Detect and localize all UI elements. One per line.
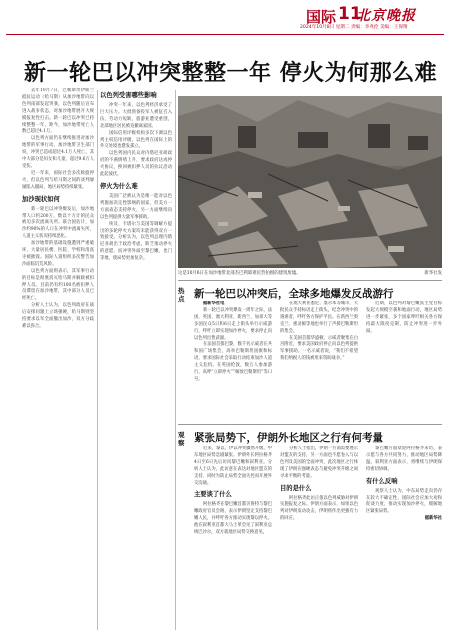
header-rule <box>6 34 444 35</box>
paragraph <box>366 516 442 523</box>
subheading: 目的是什么 <box>280 484 312 492</box>
paragraph: 以色列方面则表示，其军事行动的目标是彻底消灭哈马斯并解救被扣押人员。目前仍有约100名被扣押人员滞留在加沙地带，其中部分人员已经死亡。 <box>22 268 94 302</box>
news-photo-rubble <box>178 96 442 268</box>
subheading: 有什么反响 <box>366 477 398 485</box>
issue-meta: 2024年10月8日 星期二 责编：李兆伦 美编：王保翔 <box>300 25 408 30</box>
photo-caption <box>178 270 442 276</box>
paragraph: 去年10月7日，巴勒斯坦伊斯兰抵抗运动（哈马斯）从加沙地带向以色列南部发起突袭，以色列随后宣布进入战争状态，对加沙地带展开大规模报复性打击。新一轮巴以冲突已持续整整一年，距今，加沙地带死亡人数已超过4.1万。 <box>22 88 94 135</box>
article-headline: 紧张局势下，伊朗外长地区之行有何考量 <box>194 432 383 444</box>
column-tag: 观察 <box>178 431 185 447</box>
paragraph: 新一轮巴以冲突爆发一周年之际，法国、英国、澳大利亚、新西兰、加拿大等多国民众5日和6日走上街头举行示威游行，呼吁立即实现加沙停火，要求停止向以色列出售武器。 <box>194 307 272 341</box>
column-divider <box>97 90 98 630</box>
subheading: 主要谈了什么 <box>194 491 232 499</box>
article2-column-3 <box>366 301 442 421</box>
subheading: 停火为什么难 <box>100 182 138 190</box>
caption-text: 这是10月6日在加沙地带北部杰巴利耶难民营拍摄的建筑废墟。 <box>178 271 301 276</box>
paragraph: 加沙地带的基础设施遭到严重破坏，大量居民楼、医院、学校和清真寺被摧毁。国际人道组织多次警告加沙面临饥荒风险。 <box>22 241 94 267</box>
article2-column-1 <box>194 301 272 421</box>
paragraph: 在法国首都巴黎，数千名示威者在共和国广场集会，高举巴勒斯坦国旗和标语，要求国际社会采取行动结束加沙人道主义危机。在英国伦敦，数万人参加游行，高呼“立即停火”“解放巴勒斯坦”等口号。 <box>194 342 272 382</box>
article3-column-3 <box>366 446 442 634</box>
photo-credit: 新华社发 <box>424 271 442 276</box>
paragraph: 在美国首都华盛顿，示威者聚集在白宫附近，要求美国政府停止向以色列提供军事援助。一名示威者说，“我们不希望我们纳税人的钱被用来资助战争。” <box>280 335 358 362</box>
paragraph: 阿拉格齐此访正值以色列威胁对伊朗实施报复之际。伊朗方面表示，如果以色列对伊朗发动攻击，伊朗将作出更强有力的回应。 <box>280 495 358 522</box>
article-credit: 据新华社 <box>424 516 442 522</box>
rubble-image <box>178 96 442 268</box>
paragraph: 新一轮巴以冲突爆发后，加沙地带人口约200万，数以十万计的民众被迫多次流离失所。联合国估计，加沙约90%的人口在冲突中流离失所，人道主义状况持续恶化。 <box>22 206 94 240</box>
paragraph: 分析人士认为，以色列政府在战后安排问题上立场强硬，哈马斯则坚持要求以军全面撤出加沙，双方分歧难以弥合。 <box>22 303 94 329</box>
page-number: 11 <box>338 4 362 24</box>
newspaper-logo: 北京晚报 <box>356 8 416 24</box>
section-name: 国际 <box>306 8 337 26</box>
paragraph: 美国广泛被认为是唯一能对以色列施加决定性影响的国家，但美方一方面表态支持停火，另一方面继续向以色列提供大量军事援助。 <box>100 193 172 220</box>
paragraph: 以色列方面仍在继续推进对加沙地带的军事行动。加沙地带卫生部门说，冲突已造成超过4.1万人死亡，其中大部分是妇女和儿童，超过9.6万人受伤。 <box>22 136 94 169</box>
subheading: 加沙现状如何 <box>22 195 60 203</box>
column-divider <box>175 90 176 630</box>
paragraph: 近期，以色列对黎巴嫩真主党目标发起大规模空袭和地面行动，地区局势进一步紧张，多个国家呼吁相关各方保持最大限度克制，防止冲突进一步外溢。 <box>366 301 442 334</box>
column-tag: 热点 <box>178 287 185 303</box>
paragraph <box>194 301 272 308</box>
article2-column-2 <box>280 301 358 421</box>
byline: 据新华社电 <box>203 301 225 306</box>
paragraph: 冲突一年来，以色列经济承受了巨大压力。大批预备役军人被征召入伍，劳动力短缺，旅游业遭受重创，北部地区居民被迫撤离家园。 <box>100 103 172 129</box>
divider <box>178 280 442 281</box>
masthead <box>0 0 450 38</box>
paragraph: 近来，黎以、伊以冲突骤然升级，中东地区局势急剧紧张。伊朗外长阿拉格齐4日至6日先后访问黎巴嫩和叙利亚。分析人士认为，此访意在表达对地区盟友的支持，同时为防止局势全面失控而开展外交沟通。 <box>194 446 272 486</box>
lead-headline: 新一轮巴以冲突整整一年 停火为何那么难 <box>24 61 438 86</box>
paragraph: 以色列国内民众对内塔尼亚胡政府的不满情绪上升，要求政府达成停火协议、换回被扣押人员的抗议活动此起彼伏。 <box>100 151 172 178</box>
paragraph: 近一年来，国际社会多次斡旋停火，但以色列与哈马斯之间的谈判屡屡陷入僵局，地区局势持续紧张。 <box>22 170 94 190</box>
divider <box>178 424 442 425</box>
subheading: 以色列受害哪些影响 <box>100 92 157 99</box>
paragraph: 黎巴嫩方面欢迎阿拉格齐来访，表示愿与各方共同努力，推动地区局势降温。叙利亚方面表示，将继续与伊朗保持密切协调。 <box>366 446 442 472</box>
paragraph: 国际信用评级机构多次下调以色列主权信用评级，以色列在国际上的外交处境也愈发孤立。 <box>100 130 172 150</box>
paragraph: 阿拉格齐在黎巴嫩首都贝鲁特与黎巴嫩政府官员会晤，表示伊朗坚定支持黎巴嫩人民，并呼吁各方推动实现黎以停火。他在叙利亚首都大马士革会见了叙利亚总统巴沙尔，双方就地区局势交换意见。 <box>194 502 272 536</box>
paragraph: 观察人士认为，中东局势走向仍存在较大不确定性，国际社会应加大劝和促谈力度，推动实现加沙停火，缓解地区紧张局势。 <box>366 488 442 515</box>
lead-column-2 <box>100 88 172 633</box>
paragraph: 埃及、卡塔尔与美国等调解方提出的多轮停火方案均未能获得双方一致接受。分析认为，以色列总理内塔尼亚胡出于政治考虑，缺乏推动停火的意愿，而冲突外溢至黎巴嫩、也门等地，使局势更加复杂。 <box>100 221 172 262</box>
paragraph: 在澳大利亚悉尼、墨尔本等城市，大批民众手持标语走上街头，纪念冲突中的遇难者，呼吁各方保护平民。在新西兰奥克兰、惠灵顿等地也举行了声援巴勒斯坦的集会。 <box>280 301 358 334</box>
paragraph: 分析人士指出，伊朗一方面需要展示对盟友的支持，另一方面也不愿卷入与以色列及美国的全面冲突，此次地区之行体现了伊朗在强硬表态与避免冲突升级之间寻求平衡的考量。 <box>280 446 358 479</box>
lead-column-1 <box>22 88 94 633</box>
article-headline: 新一轮巴以冲突后，全球多地爆发反战游行 <box>194 288 394 300</box>
article3-column-2 <box>280 446 358 634</box>
article3-column-1 <box>194 446 272 634</box>
